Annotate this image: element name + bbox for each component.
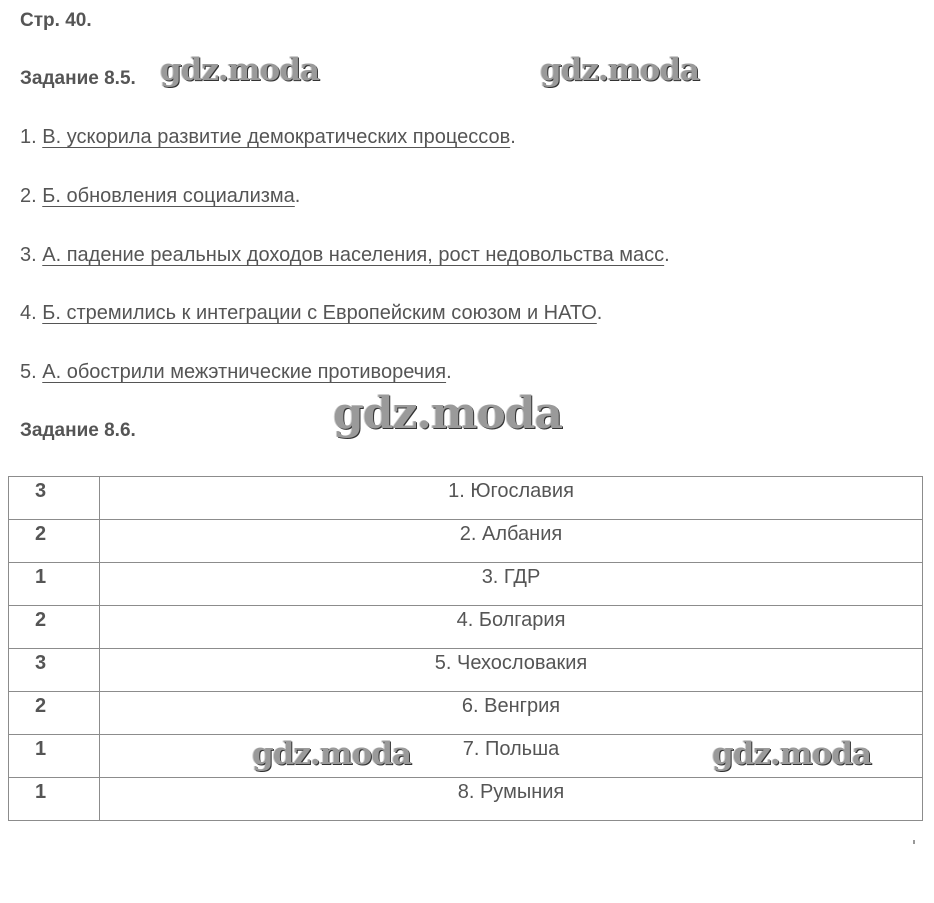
row-number: 1: [9, 778, 100, 821]
answer-text: В. ускорила развитие демократических процессов: [42, 126, 511, 148]
row-number: 2: [9, 606, 100, 649]
answer-number: 5.: [20, 361, 37, 383]
task-8-6-title: Задание 8.6.: [20, 420, 136, 441]
table-row: [9, 778, 923, 821]
answer-text: А. обострили межэтнические противоречия: [42, 361, 447, 383]
row-country: 8. Румыния: [100, 778, 923, 821]
table-row: [9, 520, 923, 563]
answer-end: .: [664, 244, 670, 266]
table-row: [9, 563, 923, 606]
table-row: [9, 692, 923, 735]
row-number: 2: [9, 692, 100, 735]
answer-item-1: [20, 126, 516, 149]
answer-text: Б. обновления социализма: [42, 185, 295, 207]
answer-item-5: [20, 361, 452, 384]
table-row: [9, 649, 923, 692]
answer-item-4: [20, 302, 602, 325]
table-row: [9, 606, 923, 649]
answer-end: .: [446, 361, 452, 383]
row-country: 2. Албания: [100, 520, 923, 563]
watermark-logo: gdz.moda: [160, 52, 319, 88]
row-number: 3: [9, 477, 100, 520]
answer-end: .: [294, 185, 301, 207]
watermark-logo: gdz.moda: [252, 736, 411, 772]
row-country: 5. Чехословакия: [100, 649, 923, 692]
answer-text: Б. стремились к интеграции с Европейским союзом и НАТО: [42, 302, 597, 324]
answer-end: .: [596, 302, 603, 324]
answer-item-2: [20, 185, 300, 208]
row-country: 4. Болгария: [100, 606, 923, 649]
row-number: 2: [9, 520, 100, 563]
row-country: 7. Польша: [100, 735, 923, 778]
answer-end: .: [510, 126, 516, 148]
answer-number: 4.: [20, 302, 37, 324]
task-8-5-title: Задание 8.5.: [20, 68, 136, 89]
row-country: 3. ГДР: [100, 563, 923, 606]
row-number: 1: [9, 563, 100, 606]
answer-item-3: [20, 244, 670, 267]
answer-number: 1.: [20, 126, 37, 148]
watermark-logo: gdz.moda: [540, 52, 699, 88]
page-reference: Стр. 40.: [20, 10, 92, 31]
row-country: 1. Югославия: [100, 477, 923, 520]
answer-number: 3.: [20, 244, 37, 266]
answer-text: А. падение реальных доходов населения, рост недовольства масс: [42, 244, 665, 266]
row-number: 1: [9, 735, 100, 778]
watermark-logo: gdz.moda: [333, 388, 563, 439]
table-row: [9, 477, 923, 520]
stray-mark: [913, 840, 915, 844]
row-number: 3: [9, 649, 100, 692]
answer-number: 2.: [20, 185, 37, 207]
row-country: 6. Венгрия: [100, 692, 923, 735]
watermark-logo: gdz.moda: [712, 736, 871, 772]
